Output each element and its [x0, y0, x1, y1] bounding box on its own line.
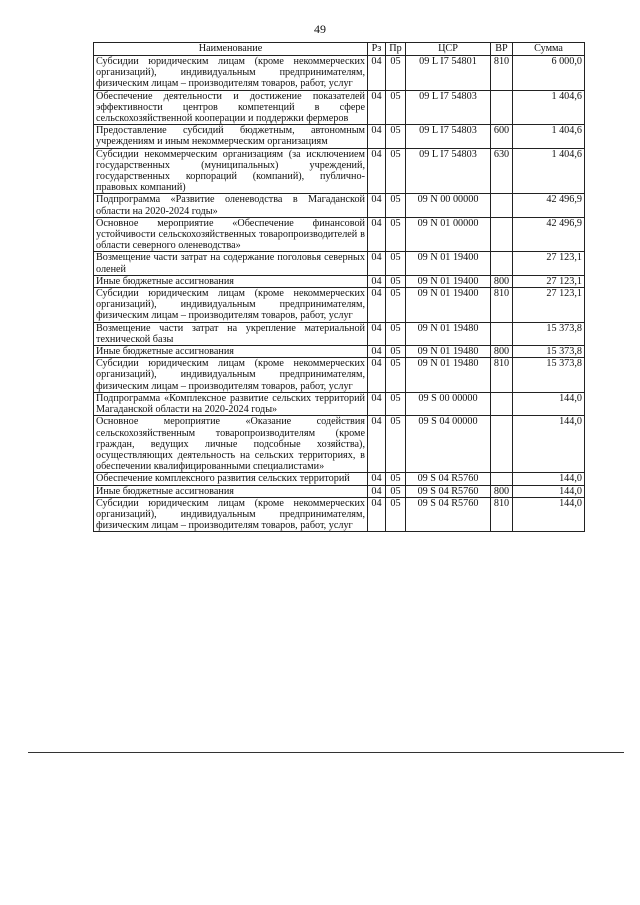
table-row	[94, 217, 585, 252]
cell-vr: 800	[491, 275, 513, 287]
cell-csr: 09 N 00 00000	[406, 194, 491, 217]
table-body	[94, 56, 585, 532]
cell-name: Субсидии юридическим лицам (кроме некоммерческих организаций), индивидуальным предпринимателям, физическим лицам – производителям товаров, работ, услуг	[94, 288, 368, 323]
cell-sum: 1 404,6	[513, 148, 585, 194]
table-row	[94, 497, 585, 532]
cell-pr: 05	[386, 392, 406, 415]
cell-name: Возмещение части затрат на содержание поголовья северных оленей	[94, 252, 368, 275]
cell-name: Обеспечение деятельности и достижение показателей эффективности центров компетенций в сфере сельскохозяйственной кооперации и поддержки фермеров	[94, 90, 368, 125]
cell-pr: 05	[386, 252, 406, 275]
budget-table	[93, 42, 585, 532]
cell-name: Предоставление субсидий бюджетным, автономным учреждениям и иным некоммерческим организациям	[94, 125, 368, 148]
cell-sum: 1 404,6	[513, 125, 585, 148]
cell-vr	[491, 194, 513, 217]
table-row	[94, 148, 585, 194]
cell-rz: 04	[368, 473, 386, 485]
cell-csr: 09 S 04 R5760	[406, 485, 491, 497]
cell-sum: 1 404,6	[513, 90, 585, 125]
cell-sum: 144,0	[513, 485, 585, 497]
cell-csr: 09 L I7 54801	[406, 56, 491, 91]
table-row	[94, 288, 585, 323]
cell-sum: 144,0	[513, 497, 585, 532]
table-row	[94, 56, 585, 91]
cell-pr: 05	[386, 473, 406, 485]
cell-sum: 144,0	[513, 416, 585, 473]
table-row	[94, 194, 585, 217]
cell-csr: 09 S 04 R5760	[406, 497, 491, 532]
cell-name: Подпрограмма «Комплексное развитие сельских территорий Магаданской области на 2020-2024 годы»	[94, 392, 368, 415]
cell-csr: 09 N 01 19480	[406, 346, 491, 358]
cell-name: Иные бюджетные ассигнования	[94, 485, 368, 497]
cell-name: Подпрограмма «Развитие оленеводства в Магаданской области на 2020-2024 годы»	[94, 194, 368, 217]
table-row	[94, 125, 585, 148]
cell-pr: 05	[386, 148, 406, 194]
cell-sum: 144,0	[513, 473, 585, 485]
cell-name: Иные бюджетные ассигнования	[94, 275, 368, 287]
cell-rz: 04	[368, 90, 386, 125]
cell-csr: 09 N 01 19400	[406, 275, 491, 287]
cell-name: Возмещение части затрат на укрепление материальной технической базы	[94, 322, 368, 345]
table-row	[94, 90, 585, 125]
cell-sum: 42 496,9	[513, 217, 585, 252]
cell-name: Субсидии юридическим лицам (кроме некоммерческих организаций), индивидуальным предпринимателям, физическим лицам – производителям товаров, работ, услуг	[94, 358, 368, 393]
cell-sum: 15 373,8	[513, 322, 585, 345]
cell-vr: 810	[491, 497, 513, 532]
cell-name: Обеспечение комплексного развития сельских территорий	[94, 473, 368, 485]
cell-rz: 04	[368, 275, 386, 287]
cell-vr	[491, 392, 513, 415]
table-row	[94, 322, 585, 345]
cell-sum: 42 496,9	[513, 194, 585, 217]
cell-csr: 09 N 01 00000	[406, 217, 491, 252]
cell-csr: 09 S 04 R5760	[406, 473, 491, 485]
cell-rz: 04	[368, 56, 386, 91]
table-row	[94, 346, 585, 358]
cell-sum: 27 123,1	[513, 275, 585, 287]
header-pr: Пр	[386, 43, 406, 56]
cell-csr: 09 N 01 19480	[406, 358, 491, 393]
cell-sum: 144,0	[513, 392, 585, 415]
header-rz: Рз	[368, 43, 386, 56]
cell-pr: 05	[386, 288, 406, 323]
cell-vr	[491, 322, 513, 345]
cell-csr: 09 N 01 19400	[406, 252, 491, 275]
cell-name: Субсидии юридическим лицам (кроме некоммерческих организаций), индивидуальным предпринимателям, физическим лицам – производителям товаров, работ, услуг	[94, 56, 368, 91]
cell-name: Основное мероприятие «Оказание содействия сельскохозяйственным товаропроизводителям (кроме граждан, ведущих личные подсобные хозяйства), осуществляющих деятельность на сельских территориях, в обеспечении квалифицированными специалистами»	[94, 416, 368, 473]
cell-rz: 04	[368, 288, 386, 323]
cell-rz: 04	[368, 485, 386, 497]
cell-csr: 09 S 00 00000	[406, 392, 491, 415]
cell-rz: 04	[368, 358, 386, 393]
cell-pr: 05	[386, 90, 406, 125]
cell-name: Основное мероприятие «Обеспечение финансовой устойчивости сельскохозяйственных товаропроизводителей в области северного оленеводства»	[94, 217, 368, 252]
header-csr: ЦСР	[406, 43, 491, 56]
cell-rz: 04	[368, 252, 386, 275]
cell-csr: 09 S 04 00000	[406, 416, 491, 473]
table-row	[94, 358, 585, 393]
table-row	[94, 392, 585, 415]
cell-vr	[491, 217, 513, 252]
cell-rz: 04	[368, 148, 386, 194]
cell-vr	[491, 90, 513, 125]
cell-pr: 05	[386, 125, 406, 148]
cell-vr	[491, 252, 513, 275]
cell-name: Субсидии некоммерческим организациям (за исключением государственных (муниципальных) учреждений, государственных корпораций (компаний), публично-правовых компаний)	[94, 148, 368, 194]
cell-vr: 800	[491, 485, 513, 497]
cell-rz: 04	[368, 217, 386, 252]
cell-pr: 05	[386, 56, 406, 91]
cell-name: Иные бюджетные ассигнования	[94, 346, 368, 358]
cell-sum: 27 123,1	[513, 252, 585, 275]
cell-rz: 04	[368, 497, 386, 532]
cell-vr: 810	[491, 288, 513, 323]
cell-pr: 05	[386, 275, 406, 287]
cell-rz: 04	[368, 346, 386, 358]
cell-pr: 05	[386, 485, 406, 497]
cell-pr: 05	[386, 322, 406, 345]
cell-rz: 04	[368, 194, 386, 217]
cell-rz: 04	[368, 416, 386, 473]
table-row	[94, 416, 585, 473]
table-row	[94, 252, 585, 275]
cell-vr: 800	[491, 346, 513, 358]
cell-pr: 05	[386, 346, 406, 358]
table-row	[94, 485, 585, 497]
page-number: 49	[314, 22, 326, 36]
cell-rz: 04	[368, 125, 386, 148]
cell-csr: 09 L I7 54803	[406, 148, 491, 194]
header-sum: Сумма	[513, 43, 585, 56]
cell-vr	[491, 416, 513, 473]
cell-vr: 810	[491, 358, 513, 393]
cell-csr: 09 N 01 19400	[406, 288, 491, 323]
cell-vr: 810	[491, 56, 513, 91]
table-row	[94, 275, 585, 287]
header-vr: ВР	[491, 43, 513, 56]
cell-pr: 05	[386, 217, 406, 252]
cell-pr: 05	[386, 358, 406, 393]
cell-name: Субсидии юридическим лицам (кроме некоммерческих организаций), индивидуальным предпринимателям, физическим лицам – производителям товаров, работ, услуг	[94, 497, 368, 532]
cell-csr: 09 N 01 19480	[406, 322, 491, 345]
bottom-divider	[28, 752, 624, 753]
cell-pr: 05	[386, 497, 406, 532]
cell-pr: 05	[386, 416, 406, 473]
cell-sum: 27 123,1	[513, 288, 585, 323]
cell-rz: 04	[368, 392, 386, 415]
cell-vr: 630	[491, 148, 513, 194]
cell-vr	[491, 473, 513, 485]
cell-vr: 600	[491, 125, 513, 148]
cell-pr: 05	[386, 194, 406, 217]
cell-rz: 04	[368, 322, 386, 345]
cell-csr: 09 L I7 54803	[406, 90, 491, 125]
cell-sum: 15 373,8	[513, 358, 585, 393]
cell-sum: 15 373,8	[513, 346, 585, 358]
cell-csr: 09 L I7 54803	[406, 125, 491, 148]
table-header-row	[94, 43, 585, 56]
cell-sum: 6 000,0	[513, 56, 585, 91]
table-row	[94, 473, 585, 485]
header-name: Наименование	[94, 43, 368, 56]
